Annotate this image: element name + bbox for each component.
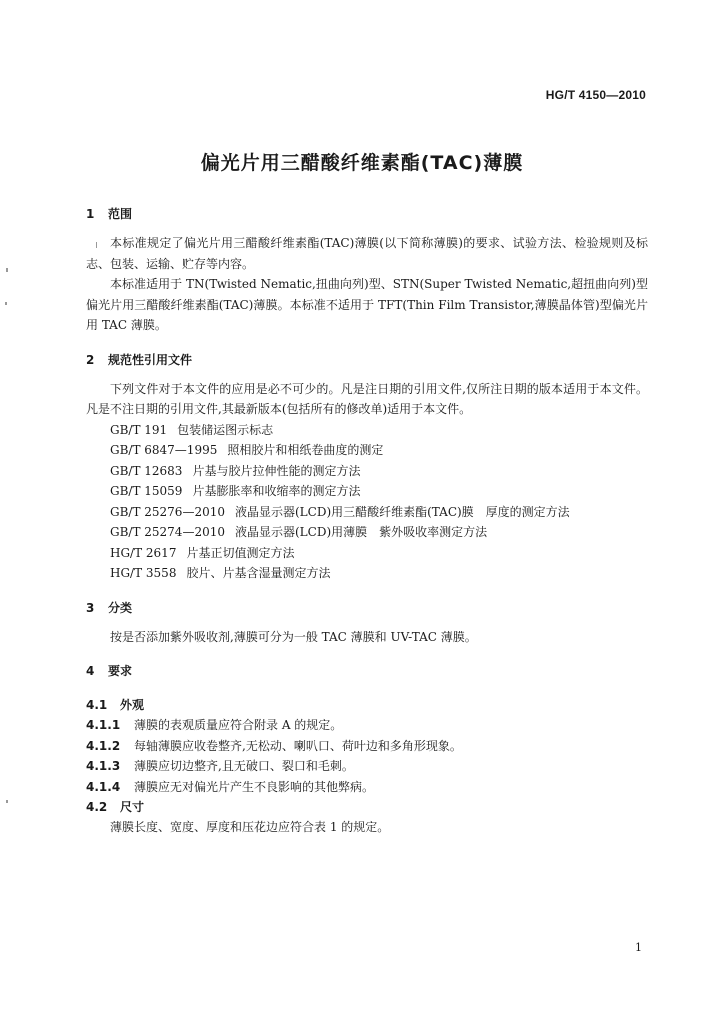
clause-text: 薄膜的表观质量应符合附录 A 的规定。 xyxy=(134,718,343,732)
reference-item xyxy=(86,543,648,564)
reference-title: 片基正切值测定方法 xyxy=(186,545,295,560)
scan-mark xyxy=(5,302,7,305)
reference-item xyxy=(86,461,648,482)
clause-number: 4.1.3 xyxy=(86,759,121,773)
clause-number: 4.1.1 xyxy=(86,718,121,732)
subsection-heading-appearance xyxy=(86,695,648,715)
document-body xyxy=(86,204,648,838)
reference-code: GB/T 12683 xyxy=(110,463,183,478)
reference-title: 包装储运图示标志 xyxy=(177,422,274,437)
clause-text: 薄膜应切边整齐,且无破口、裂口和毛刺。 xyxy=(134,759,354,773)
reference-item xyxy=(86,522,648,543)
reference-title: 片基与胶片拉伸性能的测定方法 xyxy=(192,463,361,478)
reference-code: GB/T 25274—2010 xyxy=(110,525,225,539)
subsection-number: 4.2 xyxy=(86,800,108,814)
normative-intro: 下列文件对于本文件的应用是必不可少的。凡是注日期的引用文件,仅所注日期的版本适用于本文件。凡是不注日期的引用文件,其最新版本(包括所有的修改单)适用于本文件。 xyxy=(86,381,648,416)
clause-text: 每轴薄膜应收卷整齐,无松动、喇叭口、荷叶边和多角形现象。 xyxy=(134,738,462,753)
reference-code: GB/T 191 xyxy=(110,422,168,437)
section-number: 3 xyxy=(86,600,95,615)
subsection-number: 4.1 xyxy=(86,698,108,712)
clause-number: 4.1.4 xyxy=(86,779,121,794)
reference-title: 片基膨胀率和收缩率的测定方法 xyxy=(192,484,361,498)
reference-title: 胶片、片基含湿量测定方法 xyxy=(186,566,331,580)
scan-mark xyxy=(96,242,97,248)
scan-mark xyxy=(6,268,8,272)
reference-item xyxy=(86,502,648,523)
page-number: 1 xyxy=(635,941,642,954)
subsection-title: 尺寸 xyxy=(120,800,145,814)
document-title: 偏光片用三醋酸纤维素酯(TAC)薄膜 xyxy=(200,152,524,174)
section-title: 要求 xyxy=(108,664,133,678)
section-heading-normative xyxy=(86,350,648,370)
section-title: 分类 xyxy=(108,600,133,615)
subsection-heading-dimensions xyxy=(86,797,648,817)
section-title: 规范性引用文件 xyxy=(108,352,193,367)
section-heading-requirements xyxy=(86,661,648,681)
reference-code: HG/T 2617 xyxy=(110,545,177,560)
reference-item xyxy=(86,440,648,461)
scope-paragraph-1: 本标准规定了偏光片用三醋酸纤维素酯(TAC)薄膜(以下简称薄膜)的要求、试验方法、检验规则及标志、包装、运输、贮存等内容。 xyxy=(86,236,648,271)
reference-title: 液晶显示器(LCD)用薄膜 紫外吸收率测定方法 xyxy=(234,525,488,539)
standard-code: HG/T 4150—2010 xyxy=(545,88,646,102)
clause-item xyxy=(86,777,648,798)
reference-item xyxy=(86,481,648,502)
reference-code: HG/T 3558 xyxy=(110,566,177,580)
reference-item xyxy=(86,420,648,441)
scan-mark xyxy=(6,800,8,803)
clause-text: 薄膜应无对偏光片产生不良影响的其他弊病。 xyxy=(134,779,375,794)
reference-code: GB/T 25276—2010 xyxy=(110,504,225,519)
reference-title: 液晶显示器(LCD)用三醋酸纤维素酯(TAC)膜 厚度的测定方法 xyxy=(234,504,570,519)
clause-item xyxy=(86,736,648,757)
classification-text: 按是否添加紫外吸收剂,薄膜可分为一般 TAC 薄膜和 UV-TAC 薄膜。 xyxy=(110,629,477,644)
subsection-title: 外观 xyxy=(120,698,145,712)
reference-item xyxy=(86,563,648,584)
section-number: 2 xyxy=(86,352,95,367)
scope-paragraph-2: 本标准适用于 TN(Twisted Nematic,扭曲向列)型、STN(Super Twisted Nematic,超扭曲向列)型偏光片用三醋酸纤维素酯(TAC)薄膜。本标准不适用于 TFT(Thin Film Transistor,薄膜晶体管)型偏光片用 TAC 薄膜。 xyxy=(86,277,648,332)
section-title: 范围 xyxy=(108,207,133,221)
reference-title: 照相胶片和相纸卷曲度的测定 xyxy=(227,443,384,457)
clause-number: 4.1.2 xyxy=(86,738,121,753)
section-heading-scope xyxy=(86,204,648,224)
section-number: 1 xyxy=(86,207,95,221)
section-number: 4 xyxy=(86,664,95,678)
clause-item xyxy=(86,715,648,736)
clause-item xyxy=(86,756,648,777)
reference-list xyxy=(86,420,648,584)
dimensions-text: 薄膜长度、宽度、厚度和压花边应符合表 1 的规定。 xyxy=(110,820,390,834)
reference-code: GB/T 6847—1995 xyxy=(110,443,218,457)
section-heading-classification xyxy=(86,598,648,618)
reference-code: GB/T 15059 xyxy=(110,484,183,498)
